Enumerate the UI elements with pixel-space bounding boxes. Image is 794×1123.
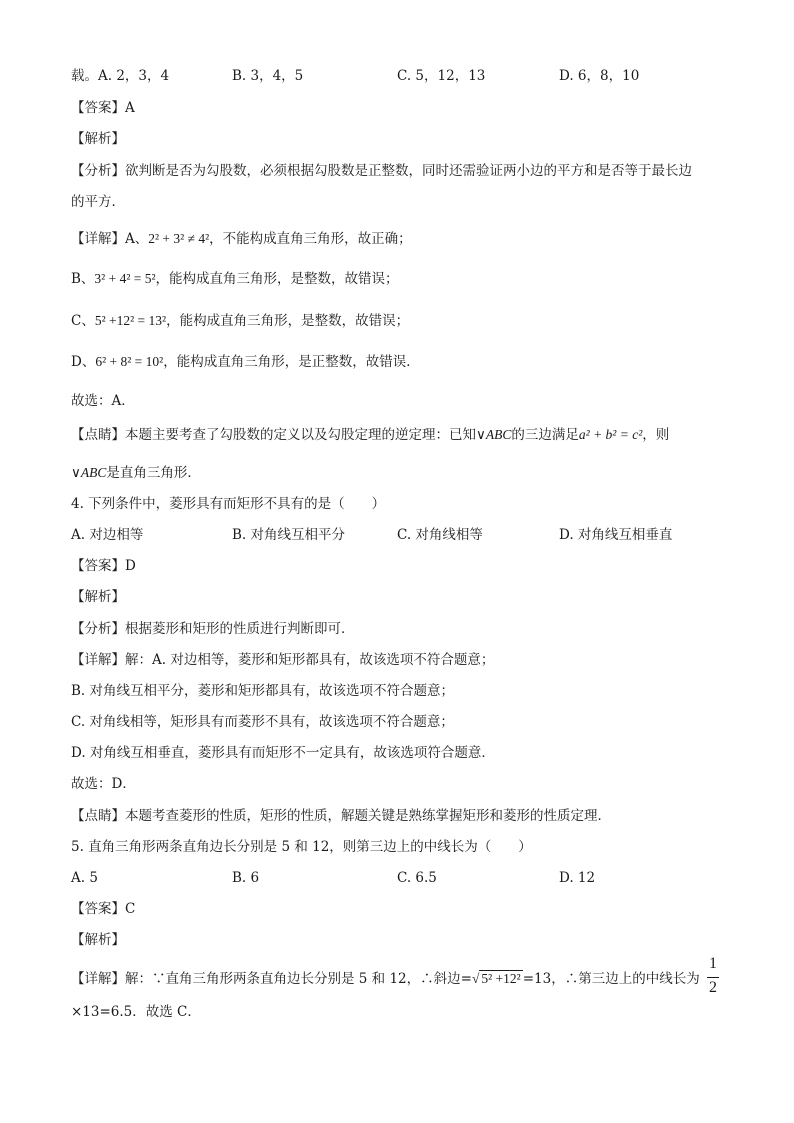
q4-detail-b: B. 对角线互相平分，菱形和矩形都具有，故该选项不符合题意； bbox=[71, 683, 455, 699]
q4-detail-d: D. 对角线互相垂直，菱形具有而矩形不一定具有，故该选项符合题意． bbox=[71, 745, 495, 761]
q3-dianjing-line2 bbox=[71, 464, 201, 482]
q4-option-c: C. 对角线相等 bbox=[397, 527, 483, 543]
q3-dianjing-text-e: ，则 bbox=[642, 427, 670, 443]
q3-detail-b bbox=[71, 270, 399, 288]
q5-answer: 【答案】C bbox=[71, 901, 136, 917]
q3-select: 故选：A． bbox=[71, 393, 135, 409]
q3-fenxi-line1: 【分析】欲判断是否为勾股数，必须根据勾股数是正整数，同时还需验证两小边的平方和是否等于最长边 bbox=[71, 163, 692, 179]
q5-detail-line2: ×13=6.5．故选 C． bbox=[71, 1004, 201, 1020]
q5-fraction-bar bbox=[707, 977, 719, 978]
q3-dianjing-text-2b: 是直角三角形． bbox=[106, 465, 201, 481]
q3-fenxi-line2: 的平方． bbox=[71, 194, 125, 210]
q3-pythagorean-formula: a² + b² = c² bbox=[578, 427, 643, 442]
q3-stem-tail: 载。A. 2，3，4 bbox=[71, 68, 170, 84]
q3-answer: 【答案】A bbox=[71, 100, 135, 116]
q3-dianjing-text-a: 【点睛】本题主要考查了勾股数的定义以及勾股定理的逆定理：已知 bbox=[71, 427, 476, 443]
q3-detail-b-formula: 3² + 4² = 5² bbox=[94, 271, 156, 286]
q4-answer: 【答案】D bbox=[71, 558, 136, 574]
q5-option-a: A. 5 bbox=[71, 870, 98, 886]
q3-detail-d-text: ，能构成直角三角形，是正整数，故错误． bbox=[163, 354, 420, 370]
q3-detail-d-prefix: D、 bbox=[71, 354, 96, 370]
q3-dianjing-line1 bbox=[71, 426, 669, 444]
q3-detail-c-formula: 5² +12² = 13² bbox=[94, 313, 167, 328]
q5-option-d: D. 12 bbox=[559, 870, 596, 886]
q5-stem: 5. 直角三角形两条直角边长分别是 5 和 12，则第三边上的中线长为（ ） bbox=[71, 839, 532, 855]
q3-option-b: B. 3，4，5 bbox=[232, 68, 304, 84]
q3-option-c: C. 5，12，13 bbox=[397, 68, 486, 84]
q3-detail-a-text: ，不能构成直角三角形，故正确； bbox=[209, 231, 412, 247]
q4-select: 故选：D． bbox=[71, 776, 136, 792]
q3-detail-b-text: ，能构成直角三角形，是整数，故错误； bbox=[155, 271, 399, 287]
q3-dianjing-text-c: 的三边满足 bbox=[511, 427, 579, 443]
q5-option-c: C. 6.5 bbox=[397, 870, 437, 886]
q3-detail-d-formula: 6² + 8² = 10² bbox=[95, 354, 164, 369]
q4-fenxi: 【分析】根据菱形和矩形的性质进行判断即可． bbox=[71, 621, 355, 637]
q5-detail-line1 bbox=[71, 970, 700, 988]
q4-option-b: B. 对角线互相平分 bbox=[232, 527, 346, 543]
q5-detail-text-a: 【详解】解：∵直角三角形两条直角边长分别是 5 和 12，∴斜边= bbox=[71, 971, 472, 987]
q4-analysis-heading: 【解析】 bbox=[71, 589, 125, 605]
q4-option-a: A. 对边相等 bbox=[71, 527, 144, 543]
q3-analysis-heading: 【解析】 bbox=[71, 131, 125, 147]
q4-detail-a: 【详解】解：A. 对边相等，菱形和矩形都具有，故该选项不符合题意； bbox=[71, 652, 495, 668]
q3-detail-a-formula: 2² + 3² ≠ 4² bbox=[148, 231, 210, 246]
q3-detail-d bbox=[71, 353, 420, 371]
q5-sqrt-sign: √ bbox=[471, 971, 480, 986]
q4-option-d: D. 对角线互相垂直 bbox=[559, 527, 673, 543]
q5-fraction-numerator: 1 bbox=[709, 955, 717, 972]
q5-sqrt-expression: 5² +12² bbox=[481, 971, 521, 986]
q5-detail-text-b: =13，∴第三边上的中线长为 bbox=[522, 971, 700, 987]
q3-detail-a-prefix: 【详解】A、 bbox=[71, 231, 149, 247]
q3-detail-c-text: ，能构成直角三角形，是整数，故错误； bbox=[166, 313, 410, 329]
q3-detail-c-prefix: C、 bbox=[71, 313, 95, 329]
q5-fraction-denominator: 2 bbox=[709, 979, 717, 996]
q4-dianjing: 【点睛】本题考查菱形的性质，矩形的性质，解题关键是熟练掌握矩形和菱形的性质定理． bbox=[71, 808, 611, 824]
q3-triangle-symbol: ∨ABC bbox=[476, 427, 512, 442]
q5-option-b: B. 6 bbox=[232, 870, 260, 886]
q3-detail-a bbox=[71, 230, 412, 248]
q5-analysis-heading: 【解析】 bbox=[71, 932, 125, 948]
q4-detail-c: C. 对角线相等，矩形具有而菱形不具有，故该选项不符合题意； bbox=[71, 714, 454, 730]
q3-detail-b-prefix: B、 bbox=[71, 271, 95, 287]
q3-option-d: D. 6，8，10 bbox=[559, 68, 640, 84]
q4-stem: 4. 下列条件中，菱形具有而矩形不具有的是（ ） bbox=[71, 496, 386, 512]
q3-detail-c bbox=[71, 312, 409, 330]
q3-triangle-symbol-2: ∨ABC bbox=[71, 465, 107, 480]
